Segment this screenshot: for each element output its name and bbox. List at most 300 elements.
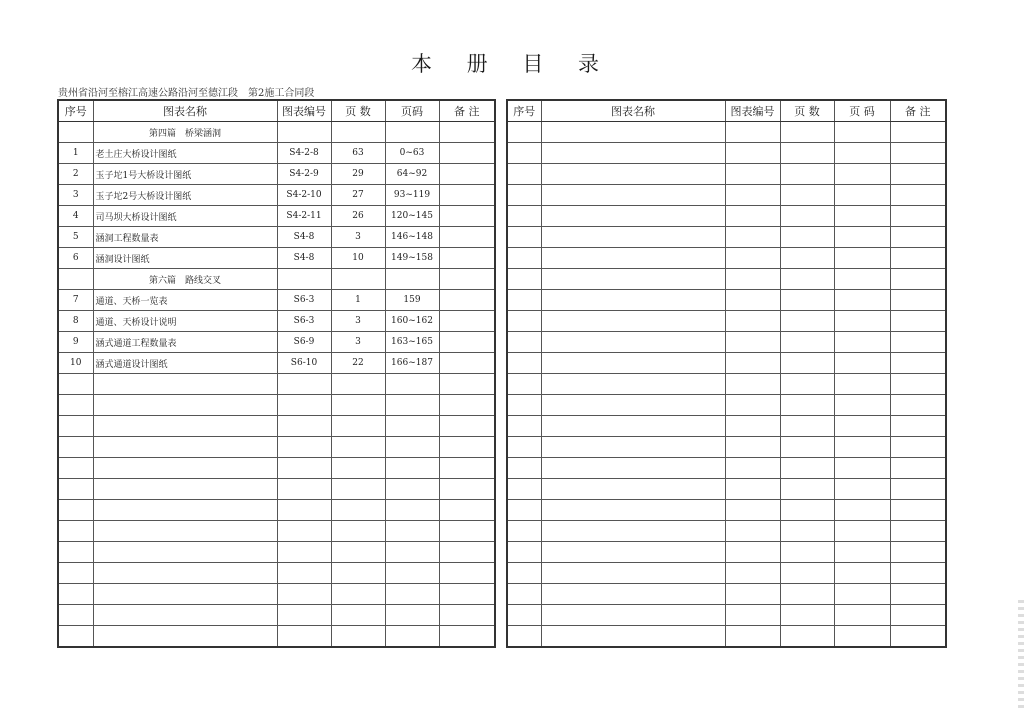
row-pages: 63 <box>331 143 385 164</box>
row-name: 涵式通道工程数量表 <box>93 332 277 353</box>
row-code <box>725 479 780 500</box>
row-range <box>834 143 890 164</box>
row-code <box>277 584 331 605</box>
row-note <box>890 584 946 605</box>
row-range <box>385 626 439 648</box>
row-name: 涵洞工程数量表 <box>93 227 277 248</box>
row-number <box>58 437 93 458</box>
row-name: 玉子坨2号大桥设计图纸 <box>93 185 277 206</box>
row-name <box>93 395 277 416</box>
row-name <box>541 563 725 584</box>
row-range <box>834 206 890 227</box>
header-name: 图表名称 <box>541 100 725 122</box>
row-note <box>439 122 495 143</box>
row-code <box>725 206 780 227</box>
table-row <box>507 353 946 374</box>
row-name <box>93 542 277 563</box>
table-row <box>58 479 495 500</box>
row-range <box>385 563 439 584</box>
project-subtitle: 贵州省沿河至榕江高速公路沿河至德江段 第2施工合同段 <box>58 88 315 99</box>
row-number <box>58 605 93 626</box>
row-note <box>439 185 495 206</box>
row-name <box>541 542 725 563</box>
row-code <box>277 374 331 395</box>
row-number <box>58 479 93 500</box>
row-name <box>93 437 277 458</box>
row-number <box>507 143 541 164</box>
table-row <box>58 542 495 563</box>
table-row <box>58 416 495 437</box>
row-range <box>834 353 890 374</box>
row-note <box>890 185 946 206</box>
row-number <box>58 122 93 143</box>
row-pages <box>780 374 834 395</box>
row-range <box>834 311 890 332</box>
row-number <box>507 332 541 353</box>
row-range: 64~92 <box>385 164 439 185</box>
row-pages <box>780 353 834 374</box>
row-note <box>890 332 946 353</box>
row-name <box>541 122 725 143</box>
row-number <box>58 395 93 416</box>
table-row <box>507 143 946 164</box>
row-name <box>541 311 725 332</box>
table-row <box>58 563 495 584</box>
row-name: 老土庄大桥设计图纸 <box>93 143 277 164</box>
table-row <box>58 353 495 374</box>
row-pages <box>780 584 834 605</box>
row-note <box>890 353 946 374</box>
row-range <box>385 584 439 605</box>
table-row <box>507 185 946 206</box>
row-range <box>834 500 890 521</box>
row-range <box>834 584 890 605</box>
row-number <box>58 563 93 584</box>
table-row <box>58 374 495 395</box>
row-range: 166~187 <box>385 353 439 374</box>
row-note <box>890 479 946 500</box>
row-name <box>93 458 277 479</box>
row-pages: 22 <box>331 353 385 374</box>
row-pages <box>331 458 385 479</box>
row-range <box>385 458 439 479</box>
row-number: 10 <box>58 353 93 374</box>
row-number <box>507 395 541 416</box>
row-code <box>725 416 780 437</box>
row-pages <box>780 521 834 542</box>
table-row <box>507 164 946 185</box>
row-pages <box>780 269 834 290</box>
row-range <box>834 122 890 143</box>
row-number <box>507 479 541 500</box>
row-pages <box>780 416 834 437</box>
row-pages: 3 <box>331 311 385 332</box>
row-note <box>890 416 946 437</box>
row-pages <box>780 311 834 332</box>
row-number <box>507 584 541 605</box>
row-number <box>58 416 93 437</box>
row-code: S4-8 <box>277 227 331 248</box>
row-range <box>834 332 890 353</box>
row-code <box>725 353 780 374</box>
table-row <box>58 164 495 185</box>
row-code: S6-10 <box>277 353 331 374</box>
row-range <box>385 437 439 458</box>
row-range <box>385 521 439 542</box>
row-note <box>439 626 495 648</box>
row-code <box>725 437 780 458</box>
row-number <box>58 500 93 521</box>
row-name <box>541 143 725 164</box>
row-code: S4-2-9 <box>277 164 331 185</box>
row-note <box>890 500 946 521</box>
row-code <box>277 269 331 290</box>
row-number <box>58 458 93 479</box>
row-note <box>439 248 495 269</box>
table-row <box>507 584 946 605</box>
row-number <box>507 311 541 332</box>
row-name <box>541 584 725 605</box>
row-code <box>725 164 780 185</box>
table-row <box>507 479 946 500</box>
table-row <box>58 227 495 248</box>
row-range <box>834 626 890 648</box>
row-number <box>507 206 541 227</box>
row-name: 涵洞设计图纸 <box>93 248 277 269</box>
row-pages <box>780 143 834 164</box>
table-row <box>507 332 946 353</box>
row-note <box>890 143 946 164</box>
table-row <box>58 269 495 290</box>
row-range <box>834 374 890 395</box>
row-pages <box>780 479 834 500</box>
row-name <box>93 374 277 395</box>
row-note <box>439 164 495 185</box>
row-pages <box>780 395 834 416</box>
row-code <box>725 563 780 584</box>
row-note <box>890 164 946 185</box>
row-pages <box>331 437 385 458</box>
row-name <box>93 605 277 626</box>
row-name <box>93 584 277 605</box>
table-row <box>58 311 495 332</box>
row-pages <box>331 374 385 395</box>
table-row <box>507 311 946 332</box>
row-number <box>507 605 541 626</box>
table-row <box>58 437 495 458</box>
row-code <box>725 542 780 563</box>
row-number <box>58 584 93 605</box>
row-note <box>439 374 495 395</box>
row-pages <box>780 332 834 353</box>
row-range <box>385 416 439 437</box>
row-code: S4-8 <box>277 248 331 269</box>
row-code <box>277 605 331 626</box>
row-name <box>541 227 725 248</box>
row-pages: 26 <box>331 206 385 227</box>
row-note <box>890 437 946 458</box>
row-pages <box>331 269 385 290</box>
table-row <box>507 248 946 269</box>
row-note <box>439 290 495 311</box>
row-name <box>541 458 725 479</box>
row-range <box>834 416 890 437</box>
row-name <box>541 164 725 185</box>
row-code <box>725 311 780 332</box>
row-code <box>725 605 780 626</box>
header-code: 图表编号 <box>277 100 331 122</box>
row-range <box>834 290 890 311</box>
row-number <box>507 521 541 542</box>
table-row <box>58 332 495 353</box>
row-name <box>541 269 725 290</box>
row-note <box>439 416 495 437</box>
row-code <box>725 269 780 290</box>
table-row <box>507 416 946 437</box>
row-range <box>834 395 890 416</box>
table-row <box>58 143 495 164</box>
row-note <box>439 269 495 290</box>
row-pages <box>331 395 385 416</box>
row-note <box>439 605 495 626</box>
row-number <box>58 269 93 290</box>
row-pages <box>780 437 834 458</box>
row-name <box>93 521 277 542</box>
table-row <box>58 185 495 206</box>
row-name <box>541 437 725 458</box>
row-name: 第六篇 路线交叉 <box>93 269 277 290</box>
row-name <box>93 563 277 584</box>
row-range <box>834 437 890 458</box>
row-name: 第四篇 桥梁涵洞 <box>93 122 277 143</box>
row-note <box>890 395 946 416</box>
row-name <box>541 521 725 542</box>
row-name <box>93 416 277 437</box>
row-name <box>541 374 725 395</box>
table-row <box>58 626 495 648</box>
table-row <box>58 122 495 143</box>
row-number <box>507 227 541 248</box>
row-range: 163~165 <box>385 332 439 353</box>
row-pages <box>780 185 834 206</box>
row-name <box>541 332 725 353</box>
table-row <box>507 206 946 227</box>
row-number: 9 <box>58 332 93 353</box>
table-row <box>58 521 495 542</box>
row-pages <box>331 521 385 542</box>
row-range <box>834 248 890 269</box>
row-name <box>541 626 725 648</box>
scan-edge-marks <box>1018 600 1024 710</box>
row-name <box>93 626 277 648</box>
row-note <box>439 395 495 416</box>
row-code <box>277 521 331 542</box>
row-code <box>725 374 780 395</box>
table-row <box>507 458 946 479</box>
row-number: 1 <box>58 143 93 164</box>
row-range: 120~145 <box>385 206 439 227</box>
header-range: 页 码 <box>834 100 890 122</box>
row-number <box>507 416 541 437</box>
row-pages <box>780 206 834 227</box>
row-note <box>890 458 946 479</box>
row-pages <box>331 626 385 648</box>
row-range <box>385 395 439 416</box>
header-row <box>58 100 495 122</box>
row-pages <box>331 605 385 626</box>
table-row <box>58 206 495 227</box>
row-code <box>277 563 331 584</box>
row-number <box>507 437 541 458</box>
row-range <box>834 164 890 185</box>
row-number <box>507 563 541 584</box>
table-row <box>507 374 946 395</box>
row-number <box>507 269 541 290</box>
row-code <box>725 458 780 479</box>
row-code: S4-2-11 <box>277 206 331 227</box>
page-title: 本 册 目 录 <box>410 52 614 76</box>
row-code <box>725 332 780 353</box>
row-name: 司马坝大桥设计图纸 <box>93 206 277 227</box>
row-number: 3 <box>58 185 93 206</box>
row-note <box>439 143 495 164</box>
row-code <box>725 500 780 521</box>
row-name: 通道、天桥设计说明 <box>93 311 277 332</box>
table-row <box>507 395 946 416</box>
row-range <box>385 269 439 290</box>
row-pages: 29 <box>331 164 385 185</box>
row-pages: 27 <box>331 185 385 206</box>
row-note <box>439 227 495 248</box>
row-number <box>58 521 93 542</box>
row-number: 4 <box>58 206 93 227</box>
table-row <box>58 395 495 416</box>
row-name <box>541 185 725 206</box>
row-name <box>541 479 725 500</box>
table-row <box>507 605 946 626</box>
row-name <box>541 248 725 269</box>
row-number <box>507 164 541 185</box>
row-number <box>58 542 93 563</box>
row-pages <box>780 248 834 269</box>
row-code <box>725 290 780 311</box>
header-no: 序号 <box>507 100 541 122</box>
row-code <box>725 248 780 269</box>
row-number: 2 <box>58 164 93 185</box>
row-note <box>439 437 495 458</box>
catalog-table-left <box>57 99 496 648</box>
row-note <box>890 542 946 563</box>
row-note <box>439 206 495 227</box>
row-range <box>385 500 439 521</box>
row-number <box>58 626 93 648</box>
row-name <box>541 416 725 437</box>
header-code: 图表编号 <box>725 100 780 122</box>
header-note: 备 注 <box>439 100 495 122</box>
row-note <box>439 500 495 521</box>
row-pages <box>331 563 385 584</box>
row-pages <box>780 605 834 626</box>
row-pages <box>780 227 834 248</box>
row-code: S6-9 <box>277 332 331 353</box>
row-note <box>439 311 495 332</box>
row-code <box>277 395 331 416</box>
row-number <box>507 626 541 648</box>
table-row <box>58 500 495 521</box>
table-row <box>58 290 495 311</box>
row-code <box>277 500 331 521</box>
row-note <box>890 122 946 143</box>
row-number <box>507 500 541 521</box>
row-number <box>507 542 541 563</box>
row-pages <box>331 584 385 605</box>
row-note <box>890 374 946 395</box>
row-number <box>507 122 541 143</box>
row-pages <box>780 122 834 143</box>
row-pages <box>780 164 834 185</box>
row-range <box>834 269 890 290</box>
catalog-table-right <box>506 99 947 648</box>
row-name <box>93 479 277 500</box>
row-note <box>439 332 495 353</box>
row-number <box>507 185 541 206</box>
row-range <box>834 479 890 500</box>
row-code <box>725 227 780 248</box>
row-code <box>725 122 780 143</box>
row-name: 玉子坨1号大桥设计图纸 <box>93 164 277 185</box>
row-range <box>385 605 439 626</box>
row-range <box>834 227 890 248</box>
row-number: 5 <box>58 227 93 248</box>
table-row <box>507 122 946 143</box>
row-code <box>277 416 331 437</box>
row-pages: 3 <box>331 332 385 353</box>
row-note <box>890 605 946 626</box>
row-note <box>439 458 495 479</box>
row-name: 通道、天桥一览表 <box>93 290 277 311</box>
header-pages: 页 数 <box>331 100 385 122</box>
row-pages <box>780 542 834 563</box>
row-number <box>507 290 541 311</box>
row-code <box>277 122 331 143</box>
row-code <box>277 458 331 479</box>
row-range <box>834 605 890 626</box>
row-code <box>277 479 331 500</box>
row-name <box>541 290 725 311</box>
row-range: 149~158 <box>385 248 439 269</box>
row-number <box>507 374 541 395</box>
row-range <box>834 185 890 206</box>
row-name <box>541 500 725 521</box>
row-code <box>277 626 331 648</box>
table-row <box>58 605 495 626</box>
row-note <box>439 521 495 542</box>
row-name <box>541 206 725 227</box>
table-row <box>507 521 946 542</box>
row-pages <box>331 122 385 143</box>
row-range: 0~63 <box>385 143 439 164</box>
row-pages <box>780 290 834 311</box>
row-note <box>890 563 946 584</box>
row-note <box>890 248 946 269</box>
row-note <box>890 227 946 248</box>
row-note <box>439 542 495 563</box>
row-pages: 10 <box>331 248 385 269</box>
row-pages <box>780 563 834 584</box>
row-number <box>507 353 541 374</box>
table-row <box>507 626 946 648</box>
row-pages <box>780 500 834 521</box>
